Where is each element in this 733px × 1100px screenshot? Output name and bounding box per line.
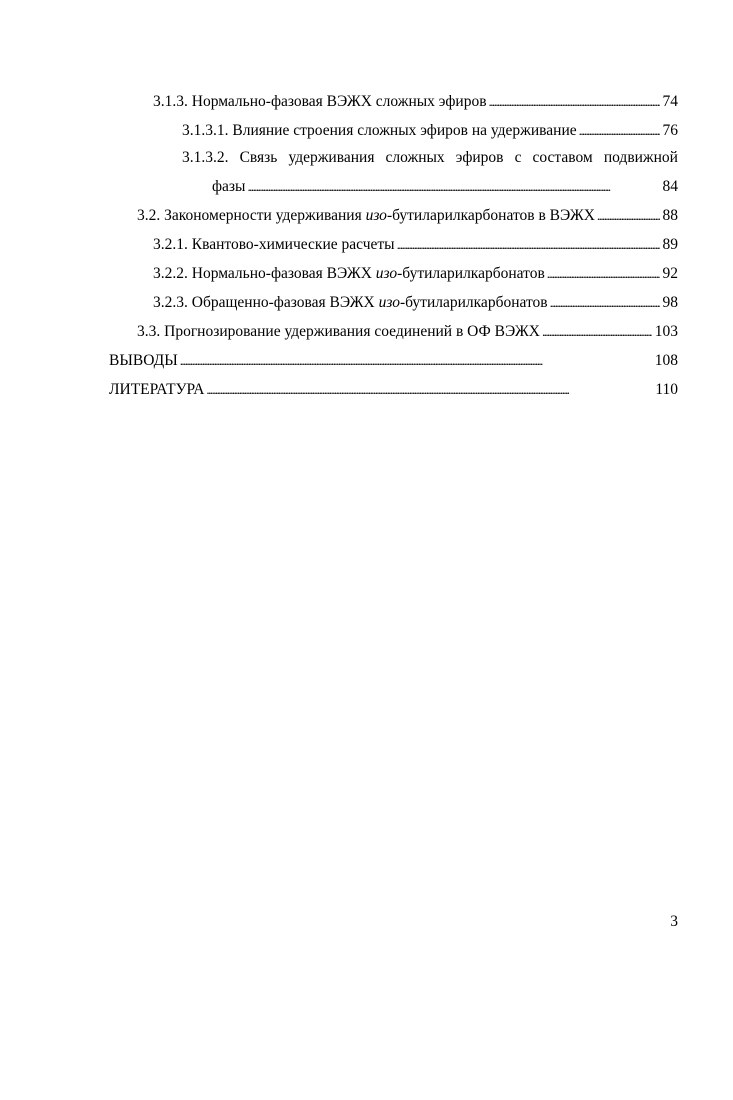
leader-dots	[489, 92, 660, 112]
toc-entry-label: 3.1.3.1. Влияние строения сложных эфиров на удерживание	[182, 122, 577, 139]
leader-dots	[579, 121, 660, 141]
leader-dots	[247, 177, 659, 197]
page-number: 3	[670, 913, 678, 930]
leader-dots	[206, 380, 652, 400]
toc-entry-page: 88	[662, 207, 678, 224]
toc-entry-page: 76	[662, 122, 678, 139]
toc-entry-label: 3.2.1. Квантово-химические расчеты	[153, 236, 395, 253]
toc-entry-label: 3.3. Прогнозирование удерживания соединений в ОФ ВЭЖХ	[137, 323, 540, 340]
toc-entry-references[interactable]	[109, 380, 678, 402]
toc-entry-3-1-3-1[interactable]	[182, 121, 678, 143]
italic-prefix: изо	[365, 207, 387, 224]
toc-word: с	[514, 149, 522, 166]
leader-dots	[397, 235, 660, 255]
toc-word: подвижной	[603, 149, 678, 166]
toc-entry-page: 84	[662, 178, 678, 195]
leader-dots	[597, 206, 660, 226]
toc-entry-label: 3.2.2. Нормально-фазовая ВЭЖХ изо-бутиларилкарбонатов	[153, 265, 545, 282]
toc-entry-label: 3.2. Закономерности удерживания изо-бутиларилкарбонатов в ВЭЖХ	[137, 207, 595, 224]
toc-entry-3-2-1[interactable]	[153, 235, 678, 257]
italic-prefix: изо	[375, 265, 398, 282]
toc-entry-3-1-3-2-line1[interactable]	[182, 148, 678, 168]
toc-entry-page: 89	[662, 236, 678, 253]
toc-entry-label: фазы	[212, 178, 246, 195]
toc-entry-page: 92	[662, 265, 678, 282]
toc-word: удерживания	[288, 149, 375, 166]
leader-dots	[542, 322, 652, 342]
leader-dots	[550, 293, 660, 313]
toc-entry-3-1-3-2-line2[interactable]	[212, 177, 678, 199]
toc-entry-label: ВЫВОДЫ	[109, 352, 178, 369]
toc-entry-3-2-3[interactable]	[153, 293, 678, 315]
toc-entry-3-2-2[interactable]	[153, 264, 678, 286]
toc-entry-page: 74	[662, 93, 678, 110]
toc-entry-conclusions[interactable]	[109, 351, 678, 373]
toc-word: Связь	[239, 149, 278, 166]
toc-word: сложных	[385, 149, 445, 166]
toc-word: 3.1.3.2.	[182, 149, 229, 166]
toc-entry-3-1-3[interactable]	[153, 92, 678, 114]
toc-entry-label: ЛИТЕРАТУРА	[109, 381, 205, 398]
leader-dots	[180, 351, 652, 371]
toc-entry-label: 3.2.3. Обращенно-фазовая ВЭЖХ изо-бутиларилкарбонатов	[153, 294, 548, 311]
leader-dots	[547, 264, 660, 284]
toc-entry-3-2[interactable]	[137, 206, 678, 228]
toc-entry-page: 103	[654, 323, 678, 340]
toc-entry-page: 108	[654, 352, 678, 369]
toc-entry-3-3[interactable]	[137, 322, 678, 344]
toc-entry-page: 98	[662, 294, 678, 311]
toc-word: составом	[532, 149, 593, 166]
italic-prefix: изо	[378, 294, 400, 311]
toc-word: эфиров	[455, 149, 504, 166]
toc-entry-page: 110	[655, 381, 678, 398]
toc-entry-label: 3.1.3. Нормально-фазовая ВЭЖХ сложных эфиров	[153, 93, 487, 110]
